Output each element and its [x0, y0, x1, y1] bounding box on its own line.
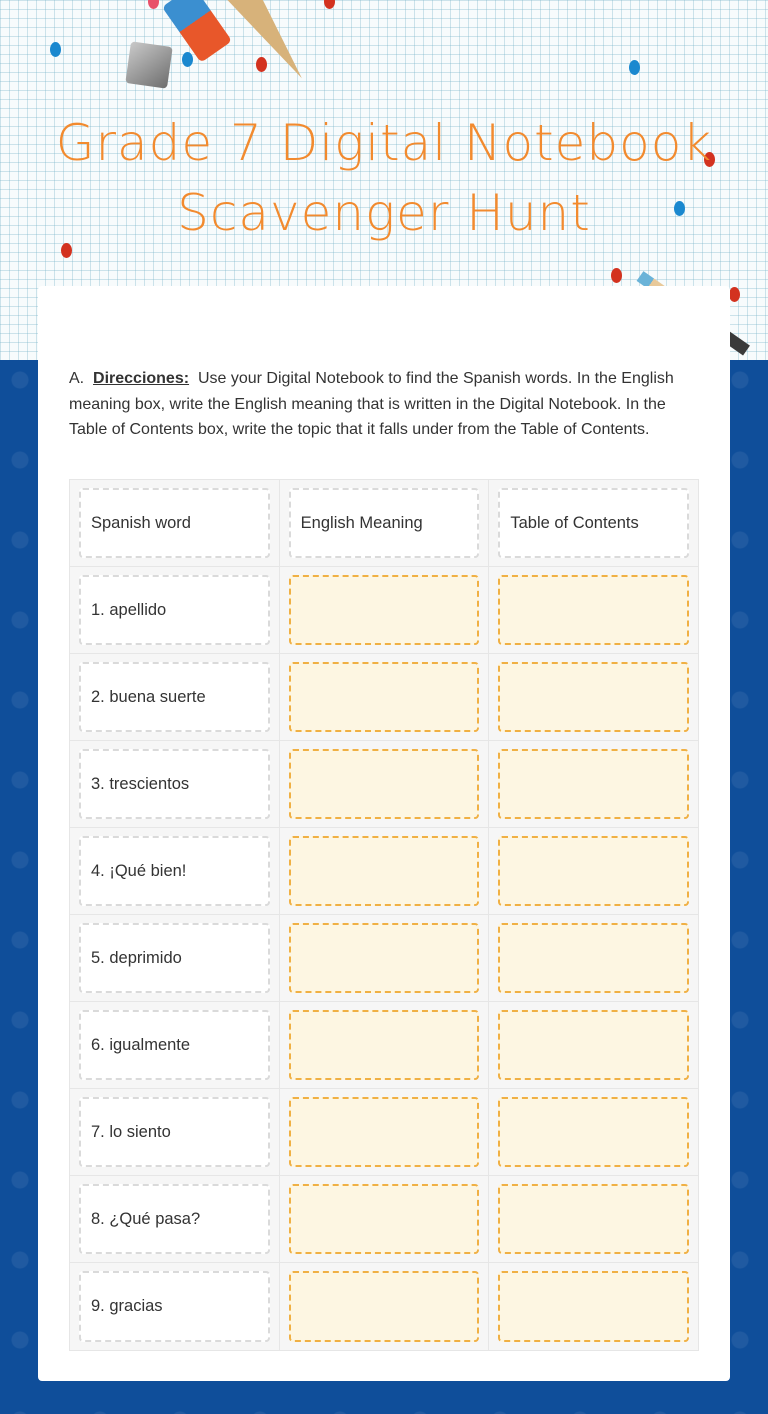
table-of-contents-input[interactable] — [498, 1184, 689, 1254]
dot-decoration-icon — [729, 287, 740, 302]
title-line-1: Grade 7 Digital Notebook — [55, 114, 713, 172]
table-header-row — [70, 480, 698, 567]
dot-decoration-icon — [182, 52, 193, 67]
table-of-contents-input[interactable] — [498, 662, 689, 732]
table-row — [70, 1176, 698, 1263]
table-of-contents-input[interactable] — [498, 1010, 689, 1080]
table-row — [70, 567, 698, 654]
header-spanish-word: Spanish word — [79, 488, 270, 558]
table-of-contents-input[interactable] — [498, 749, 689, 819]
spanish-word: 1. apellido — [79, 575, 270, 645]
english-meaning-input[interactable] — [289, 1097, 480, 1167]
header-table-of-contents: Table of Contents — [498, 488, 689, 558]
table-of-contents-input[interactable] — [498, 575, 689, 645]
table-row — [70, 1089, 698, 1176]
worksheet-title — [0, 108, 768, 248]
spanish-word: 5. deprimido — [79, 923, 270, 993]
header-english-meaning: English Meaning — [289, 488, 480, 558]
dot-decoration-icon — [50, 42, 61, 57]
spanish-word: 3. trescientos — [79, 749, 270, 819]
english-meaning-input[interactable] — [289, 575, 480, 645]
dot-decoration-icon — [629, 60, 640, 75]
spanish-word: 8. ¿Qué pasa? — [79, 1184, 270, 1254]
english-meaning-input[interactable] — [289, 836, 480, 906]
spanish-word: 4. ¡Qué bien! — [79, 836, 270, 906]
spanish-word: 7. lo siento — [79, 1097, 270, 1167]
table-of-contents-input[interactable] — [498, 923, 689, 993]
dot-decoration-icon — [256, 57, 267, 72]
table-row — [70, 1002, 698, 1089]
english-meaning-input[interactable] — [289, 749, 480, 819]
english-meaning-input[interactable] — [289, 1184, 480, 1254]
english-meaning-input[interactable] — [289, 1271, 480, 1342]
dot-decoration-icon — [611, 268, 622, 283]
english-meaning-input[interactable] — [289, 1010, 480, 1080]
spanish-word: 9. gracias — [79, 1271, 270, 1342]
title-line-2: Scavenger Hunt — [177, 184, 591, 242]
table-row — [70, 828, 698, 915]
spanish-word: 2. buena suerte — [79, 662, 270, 732]
table-row — [70, 654, 698, 741]
scavenger-hunt-table — [69, 479, 699, 1351]
table-of-contents-input[interactable] — [498, 1271, 689, 1342]
spanish-word: 6. igualmente — [79, 1010, 270, 1080]
english-meaning-input[interactable] — [289, 923, 480, 993]
directions-label: Direcciones: — [93, 370, 190, 387]
table-of-contents-input[interactable] — [498, 836, 689, 906]
english-meaning-input[interactable] — [289, 662, 480, 732]
directions-text: Use your Digital Notebook to find the Spanish words. In the English meaning box, write the English meaning that is written in the Digital Notebook. In the Table of Contents box, write the topic that it falls under from the Table of Contents. — [69, 370, 674, 438]
directions-paragraph — [69, 366, 699, 443]
section-prefix: A. — [69, 370, 85, 387]
table-of-contents-input[interactable] — [498, 1097, 689, 1167]
table-row — [70, 1263, 698, 1350]
sharpener-decoration-icon — [125, 41, 172, 88]
table-row — [70, 915, 698, 1002]
table-row — [70, 741, 698, 828]
